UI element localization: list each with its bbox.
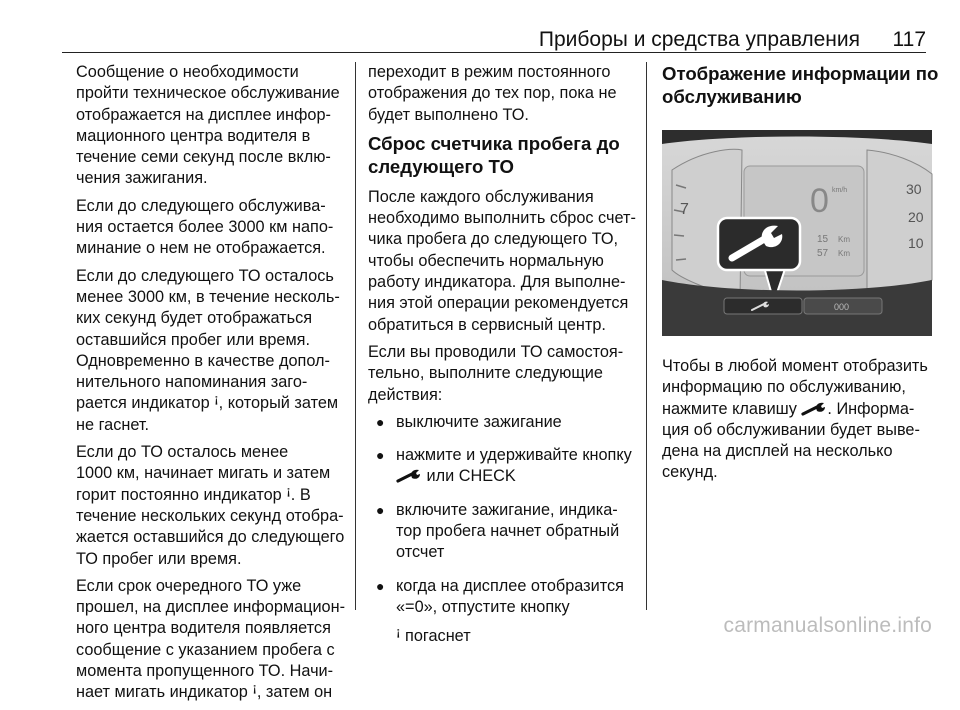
text-line: минание о нем не отображается. (76, 239, 326, 258)
text-line: не гаснет. (76, 415, 150, 434)
text-line: включите зажигание, индика- (396, 500, 618, 519)
paragraph (76, 266, 348, 436)
text-line: обратиться в сервисный центр. (368, 315, 606, 334)
text-line: Одновременно в качестве допол- (76, 351, 330, 370)
text-line: «=0», отпустите кнопку (396, 597, 570, 616)
paragraph (76, 196, 348, 260)
text-line: выключите зажигание (396, 412, 562, 431)
odometer-value: 15 (817, 234, 829, 245)
list-item (368, 500, 640, 564)
text-line: ꜟ погаснет (396, 627, 471, 646)
watermark: carmanualsonline.info (723, 614, 932, 637)
text-line: необходимо выполнить сброс счет- (368, 209, 636, 228)
text-line: Если до ТО осталось менее (76, 443, 289, 462)
text-line: момента пропущенного ТО. Начи- (76, 662, 334, 681)
inline-text: нажмите клавишу (662, 399, 797, 418)
heading-line: Отображение информации по (662, 63, 939, 84)
service-button (724, 298, 802, 314)
text-line: тор пробега начнет обратный (396, 522, 620, 541)
text-line: горит постоянно индикатор ꜟ. В (76, 485, 311, 504)
steps-list (368, 412, 640, 648)
inline-text: или CHECK (426, 467, 516, 486)
list-item (368, 576, 640, 648)
text-line: нительного напоминания заго- (76, 373, 308, 392)
text-line: ких секунд будет отображаться (76, 309, 313, 328)
text-line: ТО пробег или время. (76, 549, 242, 568)
text-line (662, 399, 932, 420)
text-line: ция об обслуживании будет выве- (662, 420, 920, 439)
text-line: пройти техническое обслуживание (76, 84, 340, 103)
text-line: жается оставшийся до следующего (76, 528, 345, 547)
instrument-cluster-image (662, 130, 932, 336)
heading-line: обслуживанию (662, 86, 802, 107)
bullet-icon: ● (376, 501, 385, 518)
text-line (396, 466, 640, 487)
odometer-unit: Km (838, 249, 850, 258)
text-line: менее 3000 км, в течение несколь- (76, 287, 340, 306)
gauge-label: 7 (680, 201, 689, 218)
text-line: ния этой операции рекомендуется (368, 294, 629, 313)
text-line: переходит в режим постоянного (368, 63, 611, 81)
text-line: отсчет (396, 543, 445, 562)
page-header (0, 22, 960, 52)
page-title: Приборы и средства управления (538, 28, 860, 51)
odometer-unit: Km (838, 235, 850, 244)
paragraph (76, 442, 348, 570)
paragraph (76, 62, 348, 190)
text-line: отображения до тех пор, пока не (368, 84, 617, 103)
bullet-icon: ● (376, 577, 385, 594)
text-line: отображается на дисплее инфор- (76, 105, 331, 124)
column-2 (368, 62, 640, 660)
paragraph (76, 576, 348, 704)
text-line: работу индикатора. Для выполне- (368, 273, 626, 292)
paragraph (368, 342, 640, 406)
wrench-icon (801, 402, 827, 416)
text-line: течение семи секунд после вклю- (76, 148, 331, 167)
text-line: прошел, на дисплее информацион- (76, 598, 346, 617)
list-item (368, 445, 640, 488)
text-line: чения зажигания. (76, 169, 208, 188)
text-line: чтобы обеспечить нормальную (368, 251, 604, 270)
text-line: будет выполнено ТО. (368, 105, 529, 124)
text-line: сообщение с указанием пробега с (76, 640, 335, 659)
text-line: течение нескольких секунд отобра- (76, 506, 344, 525)
text-line: оставшийся пробег или время. (76, 330, 310, 349)
text-line: дена на дисплей на несколько (662, 442, 893, 461)
text-line: когда на дисплее отобразится (396, 576, 624, 595)
text-line: чика пробега до следующего ТО, (368, 230, 619, 249)
column-divider (355, 62, 356, 610)
text-line: ния остается более 3000 км напо- (76, 218, 334, 237)
button-label: 000 (834, 302, 850, 312)
paragraph (368, 187, 640, 336)
text-line: Если до следующего ТО осталось (76, 266, 334, 285)
speed-readout: 0 (810, 182, 829, 220)
column-3 (662, 62, 939, 490)
text-line: действия: (368, 385, 443, 404)
inline-text: . Информа- (827, 399, 915, 418)
section-heading (368, 132, 640, 178)
page-number: 117 (892, 28, 926, 51)
wrench-icon (396, 469, 422, 483)
bullet-icon: ● (376, 413, 385, 430)
list-item (368, 412, 640, 433)
odometer-value: 57 (817, 248, 829, 259)
heading-line: следующего ТО (368, 155, 514, 177)
text-line: ного центра водителя появляется (76, 619, 331, 638)
header-rule (62, 52, 926, 53)
right-gauge (867, 150, 932, 300)
column-divider (646, 62, 647, 610)
text-line: информацию по обслуживанию, (662, 378, 906, 397)
text-line: секунд. (662, 463, 718, 482)
paragraph (368, 62, 640, 126)
bullet-icon: ● (376, 447, 385, 464)
section-heading (662, 62, 939, 108)
gauge-label: 30 (906, 181, 922, 197)
gauge-label: 20 (908, 209, 924, 225)
text-line: нает мигать индикатор ꜟ, затем он (76, 683, 333, 702)
text-line: Чтобы в любой момент отобразить (662, 357, 928, 375)
text-line: тельно, выполните следующие (368, 364, 603, 383)
text-line: мационного центра водителя в (76, 126, 311, 145)
speed-unit: km/h (832, 187, 848, 194)
text-line: Сообщение о необходимости (76, 63, 299, 81)
text-line: После каждого обслуживания (368, 187, 594, 206)
gauge-label: 10 (908, 235, 924, 251)
text-line: Если до следующего обслужива- (76, 196, 326, 215)
text-line: нажмите и удерживайте кнопку (396, 446, 632, 465)
heading-line: Сброс счетчика пробега до (368, 132, 620, 154)
paragraph (662, 356, 932, 484)
text-line: Если вы проводили ТО самостоя- (368, 342, 624, 361)
text-line: Если срок очередного ТО уже (76, 576, 302, 595)
text-line: рается индикатор ꜟ, который затем (76, 394, 339, 413)
text-line: 1000 км, начинает мигать и затем (76, 464, 331, 483)
column-1 (76, 62, 348, 710)
